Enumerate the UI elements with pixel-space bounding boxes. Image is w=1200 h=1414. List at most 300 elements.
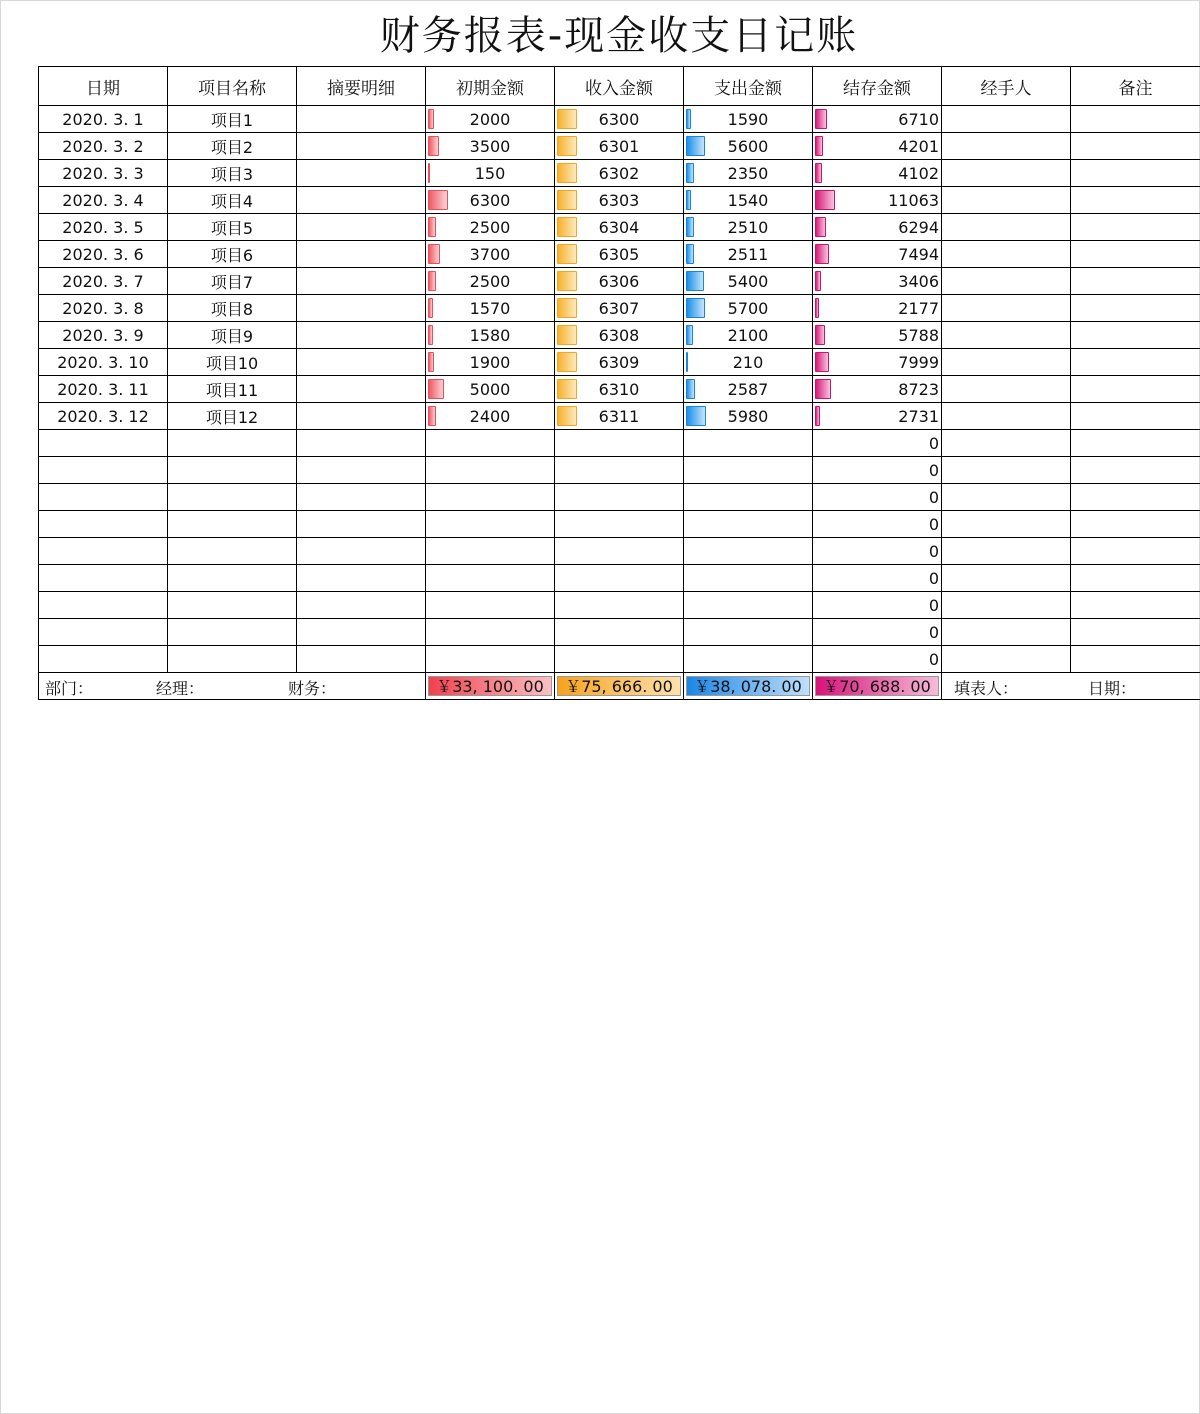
balance-amount-data-bar bbox=[815, 406, 820, 426]
table-row bbox=[39, 106, 1200, 133]
empty-row bbox=[39, 565, 1200, 592]
expense-amount-cell bbox=[684, 268, 813, 295]
remarks-cell bbox=[1071, 268, 1200, 295]
balance-amount-cell: 0 bbox=[813, 511, 942, 538]
initial-amount-data-bar bbox=[428, 163, 430, 183]
balance-amount-cell: 0 bbox=[813, 538, 942, 565]
remarks-cell bbox=[1071, 295, 1200, 322]
balance-amount-value: 4201 bbox=[898, 136, 939, 156]
empty-cell bbox=[684, 592, 813, 619]
balance-amount-cell: 0 bbox=[813, 565, 942, 592]
empty-cell bbox=[426, 619, 555, 646]
empty-cell bbox=[297, 619, 426, 646]
filler-label: 填表人： bbox=[954, 679, 1019, 698]
report-title: 财务报表-现金收支日记账 bbox=[379, 13, 859, 59]
empty-cell bbox=[297, 565, 426, 592]
project-name-cell: 项目4 bbox=[168, 187, 297, 214]
empty-cell bbox=[168, 646, 297, 673]
dept-label: 部门： bbox=[45, 679, 94, 698]
project-name-cell: 项目8 bbox=[168, 295, 297, 322]
empty-cell bbox=[39, 646, 168, 673]
handler-cell bbox=[942, 214, 1071, 241]
balance-amount-value: 7999 bbox=[898, 352, 939, 372]
balance-amount-value: 2731 bbox=[898, 406, 939, 426]
income-amount-value: 6305 bbox=[598, 244, 640, 264]
balance-amount-cell bbox=[813, 106, 942, 133]
empty-cell bbox=[168, 511, 297, 538]
empty-cell bbox=[1071, 484, 1200, 511]
income-amount-value: 6310 bbox=[598, 379, 640, 399]
empty-cell bbox=[168, 592, 297, 619]
handler-cell bbox=[942, 349, 1071, 376]
empty-row bbox=[39, 457, 1200, 484]
finance-label: 财务： bbox=[288, 679, 337, 698]
balance-amount-data-bar bbox=[815, 352, 829, 372]
total-balance: ￥70, 688. 00 bbox=[815, 676, 939, 696]
income-amount-data-bar bbox=[557, 379, 577, 399]
initial-amount-data-bar bbox=[428, 271, 436, 291]
expense-amount-data-bar bbox=[686, 217, 694, 237]
empty-cell bbox=[168, 484, 297, 511]
date-cell: 2020. 3. 9 bbox=[39, 322, 168, 349]
initial-amount-value: 2500 bbox=[469, 217, 511, 237]
summary-cell bbox=[297, 133, 426, 160]
project-name-cell: 项目6 bbox=[168, 241, 297, 268]
empty-cell bbox=[168, 430, 297, 457]
handler-cell bbox=[942, 133, 1071, 160]
income-amount-data-bar bbox=[557, 190, 577, 210]
total-expense: ￥38, 078. 00 bbox=[686, 676, 810, 696]
expense-amount-data-bar bbox=[686, 109, 691, 129]
initial-amount-cell bbox=[426, 160, 555, 187]
income-amount-data-bar bbox=[557, 406, 577, 426]
remarks-cell bbox=[1071, 187, 1200, 214]
initial-amount-value: 5000 bbox=[469, 379, 511, 399]
empty-cell bbox=[426, 565, 555, 592]
summary-cell bbox=[297, 295, 426, 322]
expense-amount-data-bar bbox=[686, 271, 704, 291]
table-row bbox=[39, 214, 1200, 241]
date-cell: 2020. 3. 1 bbox=[39, 106, 168, 133]
total-balance-cell bbox=[813, 673, 942, 700]
empty-cell bbox=[684, 457, 813, 484]
project-name-cell: 项目7 bbox=[168, 268, 297, 295]
summary-cell bbox=[297, 106, 426, 133]
balance-amount-value: 11063 bbox=[888, 190, 939, 210]
date-cell: 2020. 3. 3 bbox=[39, 160, 168, 187]
income-amount-cell bbox=[555, 295, 684, 322]
table-row bbox=[39, 295, 1200, 322]
date-cell: 2020. 3. 8 bbox=[39, 295, 168, 322]
ledger-table bbox=[38, 66, 1200, 700]
empty-cell bbox=[942, 457, 1071, 484]
summary-cell bbox=[297, 349, 426, 376]
empty-cell bbox=[684, 565, 813, 592]
summary-cell bbox=[297, 160, 426, 187]
initial-amount-cell bbox=[426, 241, 555, 268]
empty-cell bbox=[942, 646, 1071, 673]
expense-amount-cell bbox=[684, 160, 813, 187]
table-row bbox=[39, 187, 1200, 214]
empty-cell bbox=[1071, 457, 1200, 484]
balance-amount-cell: 0 bbox=[813, 430, 942, 457]
initial-amount-value: 1580 bbox=[469, 325, 511, 345]
table-row bbox=[39, 268, 1200, 295]
income-amount-value: 6300 bbox=[598, 109, 640, 129]
expense-amount-data-bar bbox=[686, 244, 694, 264]
empty-cell bbox=[426, 538, 555, 565]
empty-cell bbox=[684, 430, 813, 457]
initial-amount-value: 1570 bbox=[469, 298, 511, 318]
initial-amount-cell bbox=[426, 403, 555, 430]
empty-cell bbox=[426, 592, 555, 619]
income-amount-value: 6302 bbox=[598, 163, 640, 183]
balance-amount-data-bar bbox=[815, 271, 821, 291]
handler-cell bbox=[942, 403, 1071, 430]
handler-cell bbox=[942, 160, 1071, 187]
project-name-cell: 项目9 bbox=[168, 322, 297, 349]
balance-amount-cell: 0 bbox=[813, 646, 942, 673]
expense-amount-value: 1540 bbox=[727, 190, 769, 210]
expense-amount-cell bbox=[684, 106, 813, 133]
summary-cell bbox=[297, 268, 426, 295]
income-amount-value: 6306 bbox=[598, 271, 640, 291]
balance-amount-cell: 0 bbox=[813, 592, 942, 619]
empty-cell bbox=[39, 457, 168, 484]
income-amount-data-bar bbox=[557, 352, 577, 372]
balance-amount-cell bbox=[813, 187, 942, 214]
balance-amount-cell bbox=[813, 214, 942, 241]
expense-amount-value: 2511 bbox=[727, 244, 769, 264]
income-amount-data-bar bbox=[557, 325, 577, 345]
empty-row bbox=[39, 646, 1200, 673]
footer-row bbox=[39, 673, 1200, 700]
empty-cell bbox=[684, 619, 813, 646]
header-remarks: 备注 bbox=[1071, 67, 1200, 106]
empty-cell bbox=[1071, 592, 1200, 619]
initial-amount-value: 1900 bbox=[469, 352, 511, 372]
date-cell: 2020. 3. 4 bbox=[39, 187, 168, 214]
project-name-cell: 项目5 bbox=[168, 214, 297, 241]
expense-amount-value: 2510 bbox=[727, 217, 769, 237]
expense-amount-cell bbox=[684, 376, 813, 403]
remarks-cell bbox=[1071, 376, 1200, 403]
initial-amount-value: 2400 bbox=[469, 406, 511, 426]
empty-cell bbox=[39, 511, 168, 538]
initial-amount-cell bbox=[426, 187, 555, 214]
balance-amount-data-bar bbox=[815, 136, 823, 156]
remarks-cell bbox=[1071, 214, 1200, 241]
empty-row bbox=[39, 538, 1200, 565]
empty-cell bbox=[942, 565, 1071, 592]
manager-label: 经理： bbox=[156, 679, 205, 698]
empty-cell bbox=[426, 484, 555, 511]
empty-cell bbox=[39, 619, 168, 646]
expense-amount-data-bar bbox=[686, 325, 693, 345]
income-amount-cell bbox=[555, 187, 684, 214]
empty-cell bbox=[168, 565, 297, 592]
income-amount-data-bar bbox=[557, 217, 577, 237]
footer-signatures bbox=[39, 673, 426, 700]
header-project-name: 项目名称 bbox=[168, 67, 297, 106]
initial-amount-data-bar bbox=[428, 217, 436, 237]
income-amount-value: 6307 bbox=[598, 298, 640, 318]
header-balance-amount: 结存金额 bbox=[813, 67, 942, 106]
empty-cell bbox=[684, 538, 813, 565]
summary-cell bbox=[297, 187, 426, 214]
header-initial-amount: 初期金额 bbox=[426, 67, 555, 106]
date-cell: 2020. 3. 7 bbox=[39, 268, 168, 295]
expense-amount-cell bbox=[684, 322, 813, 349]
income-amount-cell bbox=[555, 214, 684, 241]
table-row bbox=[39, 349, 1200, 376]
expense-amount-cell bbox=[684, 241, 813, 268]
empty-cell bbox=[555, 592, 684, 619]
balance-amount-cell bbox=[813, 403, 942, 430]
handler-cell bbox=[942, 187, 1071, 214]
expense-amount-data-bar bbox=[686, 352, 688, 372]
income-amount-cell bbox=[555, 349, 684, 376]
empty-cell bbox=[297, 511, 426, 538]
initial-amount-data-bar bbox=[428, 298, 433, 318]
balance-amount-cell: 0 bbox=[813, 484, 942, 511]
total-income-cell bbox=[555, 673, 684, 700]
income-amount-cell bbox=[555, 268, 684, 295]
income-amount-value: 6303 bbox=[598, 190, 640, 210]
empty-cell bbox=[39, 565, 168, 592]
income-amount-data-bar bbox=[557, 244, 577, 264]
income-amount-cell bbox=[555, 322, 684, 349]
income-amount-value: 6311 bbox=[598, 406, 640, 426]
expense-amount-cell bbox=[684, 349, 813, 376]
handler-cell bbox=[942, 295, 1071, 322]
balance-amount-cell bbox=[813, 241, 942, 268]
handler-cell bbox=[942, 106, 1071, 133]
empty-row bbox=[39, 619, 1200, 646]
initial-amount-cell bbox=[426, 106, 555, 133]
balance-amount-data-bar bbox=[815, 217, 826, 237]
empty-cell bbox=[168, 619, 297, 646]
table-row bbox=[39, 322, 1200, 349]
expense-amount-value: 210 bbox=[732, 352, 764, 372]
initial-amount-value: 150 bbox=[474, 163, 506, 183]
income-amount-cell bbox=[555, 241, 684, 268]
income-amount-data-bar bbox=[557, 109, 577, 129]
income-amount-data-bar bbox=[557, 271, 577, 291]
date-cell: 2020. 3. 2 bbox=[39, 133, 168, 160]
balance-amount-data-bar bbox=[815, 190, 835, 210]
expense-amount-cell bbox=[684, 133, 813, 160]
balance-amount-data-bar bbox=[815, 298, 819, 318]
empty-cell bbox=[1071, 619, 1200, 646]
balance-amount-cell bbox=[813, 133, 942, 160]
empty-cell bbox=[684, 511, 813, 538]
income-amount-cell bbox=[555, 106, 684, 133]
empty-cell bbox=[426, 430, 555, 457]
empty-cell bbox=[555, 484, 684, 511]
handler-cell bbox=[942, 376, 1071, 403]
handler-cell bbox=[942, 322, 1071, 349]
initial-amount-cell bbox=[426, 322, 555, 349]
remarks-cell bbox=[1071, 349, 1200, 376]
expense-amount-cell bbox=[684, 403, 813, 430]
remarks-cell bbox=[1071, 160, 1200, 187]
empty-cell bbox=[297, 484, 426, 511]
expense-amount-data-bar bbox=[686, 163, 694, 183]
expense-amount-value: 2100 bbox=[727, 325, 769, 345]
empty-cell bbox=[1071, 565, 1200, 592]
project-name-cell: 项目1 bbox=[168, 106, 297, 133]
empty-cell bbox=[168, 538, 297, 565]
income-amount-value: 6308 bbox=[598, 325, 640, 345]
empty-cell bbox=[555, 430, 684, 457]
initial-amount-cell bbox=[426, 295, 555, 322]
empty-cell bbox=[942, 592, 1071, 619]
date-cell: 2020. 3. 5 bbox=[39, 214, 168, 241]
expense-amount-value: 5700 bbox=[727, 298, 769, 318]
remarks-cell bbox=[1071, 106, 1200, 133]
empty-cell bbox=[942, 538, 1071, 565]
table-row bbox=[39, 133, 1200, 160]
empty-row bbox=[39, 511, 1200, 538]
initial-amount-data-bar bbox=[428, 244, 440, 264]
empty-cell bbox=[297, 592, 426, 619]
balance-amount-value: 2177 bbox=[898, 298, 939, 318]
initial-amount-value: 2000 bbox=[469, 109, 511, 129]
total-initial-cell bbox=[426, 673, 555, 700]
balance-amount-value: 6294 bbox=[898, 217, 939, 237]
table-row bbox=[39, 160, 1200, 187]
expense-amount-value: 5600 bbox=[727, 136, 769, 156]
initial-amount-cell bbox=[426, 376, 555, 403]
empty-cell bbox=[39, 538, 168, 565]
summary-cell bbox=[297, 376, 426, 403]
expense-amount-data-bar bbox=[686, 190, 691, 210]
handler-cell bbox=[942, 268, 1071, 295]
project-name-cell: 项目10 bbox=[168, 349, 297, 376]
initial-amount-value: 3500 bbox=[469, 136, 511, 156]
balance-amount-data-bar bbox=[815, 379, 831, 399]
expense-amount-data-bar bbox=[686, 136, 705, 156]
balance-amount-cell bbox=[813, 376, 942, 403]
empty-cell bbox=[39, 430, 168, 457]
expense-amount-cell bbox=[684, 187, 813, 214]
empty-cell bbox=[426, 457, 555, 484]
remarks-cell bbox=[1071, 403, 1200, 430]
income-amount-data-bar bbox=[557, 136, 577, 156]
balance-amount-cell bbox=[813, 160, 942, 187]
expense-amount-data-bar bbox=[686, 406, 706, 426]
date-cell: 2020. 3. 12 bbox=[39, 403, 168, 430]
date-cell: 2020. 3. 6 bbox=[39, 241, 168, 268]
empty-cell bbox=[39, 484, 168, 511]
expense-amount-value: 2587 bbox=[727, 379, 769, 399]
header-handler: 经手人 bbox=[942, 67, 1071, 106]
empty-cell bbox=[555, 538, 684, 565]
empty-row bbox=[39, 430, 1200, 457]
initial-amount-cell bbox=[426, 133, 555, 160]
expense-amount-value: 2350 bbox=[727, 163, 769, 183]
remarks-cell bbox=[1071, 322, 1200, 349]
initial-amount-value: 6300 bbox=[469, 190, 511, 210]
header-row bbox=[39, 67, 1200, 106]
initial-amount-data-bar bbox=[428, 325, 433, 345]
project-name-cell: 项目12 bbox=[168, 403, 297, 430]
empty-cell bbox=[684, 646, 813, 673]
table-row bbox=[39, 376, 1200, 403]
project-name-cell: 项目11 bbox=[168, 376, 297, 403]
balance-amount-cell bbox=[813, 268, 942, 295]
project-name-cell: 项目3 bbox=[168, 160, 297, 187]
balance-amount-cell bbox=[813, 322, 942, 349]
date-cell: 2020. 3. 10 bbox=[39, 349, 168, 376]
table-row bbox=[39, 241, 1200, 268]
balance-amount-cell: 0 bbox=[813, 619, 942, 646]
empty-cell bbox=[555, 646, 684, 673]
balance-amount-value: 4102 bbox=[898, 163, 939, 183]
empty-cell bbox=[942, 511, 1071, 538]
expense-amount-value: 1590 bbox=[727, 109, 769, 129]
empty-cell bbox=[942, 619, 1071, 646]
income-amount-cell bbox=[555, 376, 684, 403]
empty-cell bbox=[297, 538, 426, 565]
empty-cell bbox=[297, 430, 426, 457]
initial-amount-value: 3700 bbox=[469, 244, 511, 264]
initial-amount-data-bar bbox=[428, 379, 444, 399]
expense-amount-value: 5980 bbox=[727, 406, 769, 426]
empty-cell bbox=[426, 511, 555, 538]
empty-cell bbox=[555, 511, 684, 538]
expense-amount-data-bar bbox=[686, 298, 705, 318]
summary-cell bbox=[297, 403, 426, 430]
empty-cell bbox=[168, 457, 297, 484]
income-amount-value: 6301 bbox=[598, 136, 640, 156]
income-amount-cell bbox=[555, 403, 684, 430]
empty-row bbox=[39, 592, 1200, 619]
empty-cell bbox=[942, 430, 1071, 457]
header-expense-amount: 支出金额 bbox=[684, 67, 813, 106]
footer-filler bbox=[942, 673, 1200, 700]
initial-amount-data-bar bbox=[428, 190, 448, 210]
date-cell: 2020. 3. 11 bbox=[39, 376, 168, 403]
empty-cell bbox=[426, 646, 555, 673]
remarks-cell bbox=[1071, 241, 1200, 268]
empty-cell bbox=[1071, 646, 1200, 673]
date-label: 日期： bbox=[1088, 679, 1137, 698]
empty-cell bbox=[297, 646, 426, 673]
balance-amount-value: 5788 bbox=[898, 325, 939, 345]
summary-cell bbox=[297, 322, 426, 349]
balance-amount-value: 3406 bbox=[898, 271, 939, 291]
total-income: ￥75, 666. 00 bbox=[557, 676, 681, 696]
balance-amount-value: 7494 bbox=[898, 244, 939, 264]
initial-amount-data-bar bbox=[428, 352, 434, 372]
balance-amount-data-bar bbox=[815, 244, 829, 264]
expense-amount-value: 5400 bbox=[727, 271, 769, 291]
income-amount-cell bbox=[555, 160, 684, 187]
initial-amount-data-bar bbox=[428, 136, 439, 156]
header-income-amount: 收入金额 bbox=[555, 67, 684, 106]
balance-amount-cell bbox=[813, 295, 942, 322]
income-amount-data-bar bbox=[557, 163, 577, 183]
empty-cell bbox=[1071, 511, 1200, 538]
total-expense-cell bbox=[684, 673, 813, 700]
initial-amount-cell bbox=[426, 214, 555, 241]
table-row bbox=[39, 403, 1200, 430]
empty-cell bbox=[1071, 538, 1200, 565]
empty-cell bbox=[555, 619, 684, 646]
project-name-cell: 项目2 bbox=[168, 133, 297, 160]
